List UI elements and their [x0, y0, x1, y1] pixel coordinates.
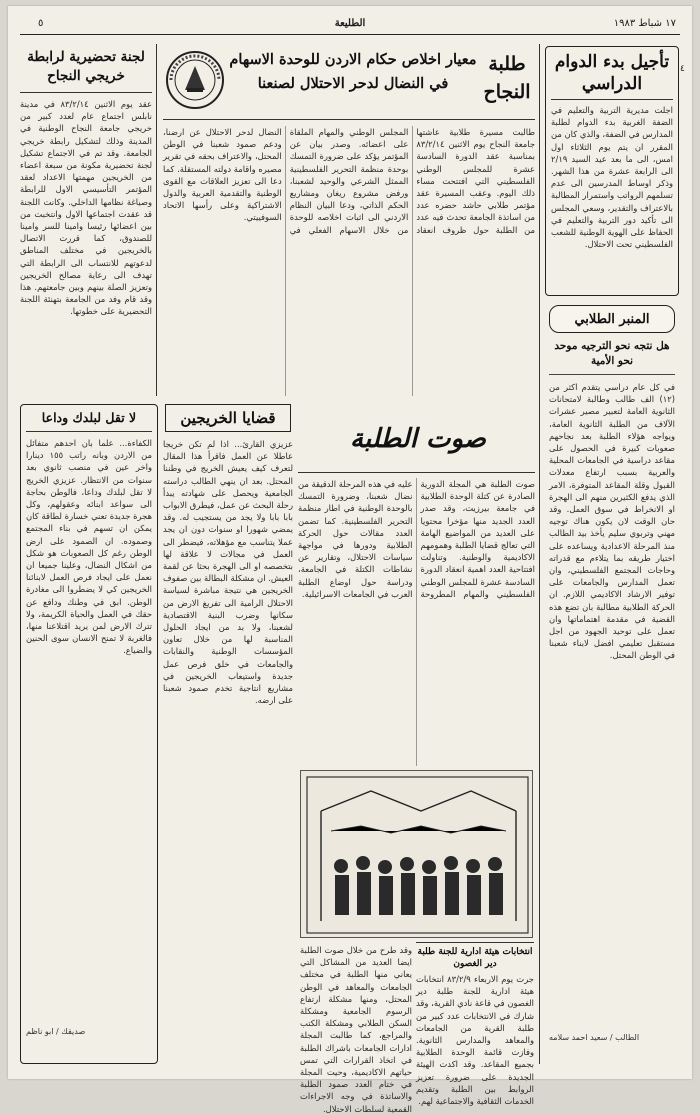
article-body: عقد يوم الاثنين ٨٣/٢/١٤ في مدينة نابلس اجتماع عام لعدد كبير من خريجي جامعة النجاح الوطنية في المدينة وذلك لتشكيل رابطة خريجي الجامعة. وقد تم في الاجتماع تشكيل لجنة تحضيرية مكونة من سبعة اعضاء من الخريجين مهمتها الاعداد لعقد المؤتمر التأسيسي الاول للرابطة وصياغة نظامها الداخلي. وكانت اللجنة قد عقدت اجتماعها الاول وانتخبت من بين اعضائها رئيسا وامينا للسر وامينا للصندوق، كما قررت الاتصال بالخريجين في مختلف المناطق لدعوتهم للانتساب الى الرابطة التي تهدف الى رعاية مصالح الخريجين وتعزيز الصلة بينهم وبين جامعتهم. هذا وقد قام وفد من الجامعة بتهنئة اللجنة التحضيرية على خطوتها. — [20, 99, 153, 317]
graduates-article — [163, 404, 293, 1064]
university-emblem — [165, 50, 225, 110]
main-headline: معيار اخلاص حكام الاردن للوحدة الاسهام في النضال لدحر الاحتلال لصنعنا — [229, 51, 477, 92]
corner-mark: ٤ — [680, 64, 685, 74]
column-title: المنبر الطلابي — [574, 311, 650, 327]
main-kicker: طلبة النجاح — [483, 53, 531, 103]
column-banner — [549, 305, 675, 333]
column-rule — [539, 44, 540, 1064]
farewell-article — [20, 404, 158, 1064]
elections-body: جرت يوم الاربعاء ٨٣/٢/٩ انتخابات هيئة ادارية للجنة طلبة دير الغصون في قاعة نادي القرية، وقد شارك في الانتخابات عدد كبير من طلبة القرية من الجامعات والمعاهد والمدارس الثانوية. وفازت قائمة الوحدة الطلابية بجميع المقاعد. وقد اكدت الهيئة الجديدة على ضرورة تعزيز الروابط بين الطلبة وتقديم الخدمات الثقافية والاجتماعية لهم. — [416, 974, 534, 1107]
student-column — [545, 302, 679, 1068]
article-graduates-committee — [20, 44, 152, 396]
graduates-body: عزيزي القارئ... اذا لم تكن خريجا عاطلا عن العمل فاقرأ هذا المقال لتعرف كيف يعيش الخريج في وطننا المحتل. بعد ان ينهي الطالب دراسته الجامعية ويحصل على شهادته يبدأ رحلة البحث عن عمل، فيطرق الابواب بابا بابا ولا يجد من يستجيب له. وقد يمضي شهورا او سنوات دون ان يجد عملا يتناسب مع مؤهلاته، فيضطر الى العمل في مجالات لا علاقة لها بتخصصه او الى الهجرة بحثا عن لقمة العيش. ان مشكلة البطالة بين صفوف الخريجين هي نتيجة مباشرة لسياسة الاحتلال الرامية الى تفريغ الارض من سكانها وضرب البنية الاقتصادية لشعبنا، ولا بد من ايجاد الحلول المناسبة لها من خلال تعاون المؤسسات الوطنية والنقابات والجامعات في خلق فرص عمل جديدة واستيعاب الخريجين في مشاريع انتاجية تخدم صمود شعبنا على ارضه. — [163, 439, 293, 706]
divider — [298, 472, 535, 473]
elections-title: انتخابات هيئة ادارية للجنة طلبة دير الغصون — [417, 947, 533, 969]
farewell-signature: صديقك / ابو ناظم — [26, 1027, 86, 1036]
page-number: ٥ — [38, 18, 44, 29]
main-story-body: طالبت مسيرة طلابية عاشتها جامعة النجاح يوم الاثنين ٨٣/٢/١٤ بمناسبة عقد الدورة السادسة عشرة للمجلس الوطني الفلسطيني التي افتتحت مساء ذلك اليوم. وعقب المسيرة عقد مؤتمر طلابي حاشد حضره عدد من اساتذة الجامعة تحدث فيه عدد من الطلبة حول ظروف انعقاد المجلس الوطني والمهام الملقاة على اعضائه. وصدر بيان عن المؤتمر يؤكد على ضرورة التمسك بوحدة منظمة التحرير الفلسطينية الممثل الشرعي والوحيد لشعبنا، ورفض مشروع ريغان ومشاريع الحكم الذاتي، ودعا البيان النظام الاردني الى اثبات اخلاصه للوحدة من خلال الاسهام الفعلي في النضال لدحر الاحتلال عن ارضنا، ودعم صمود شعبنا في الوطن المحتل، والاعتراف بحقه في تقرير مصيره واقامة دولته المستقلة. كما دعا الى تعزيز العلاقات مع القوى الوطنية والتقدمية العربية والدول الاشتراكية وعلى رأسها الاتحاد السوفييتي. — [163, 127, 535, 235]
caricature-drawing — [300, 770, 533, 938]
main-story-header — [163, 44, 535, 120]
graduates-banner — [165, 404, 291, 432]
emblem-icon — [165, 50, 225, 110]
article-body: اجلت مديرية التربية والتعليم في الضفة الغربية بدء الدوام لطلبة المدارس في الضفة، والذي كان من المقرر ان يتم يوم الثلاثاء اول امس، الى ما بعد عيد السيد ٢/١٩ الى الرابعة عشرة من هذا الشهر. وذكر اوساط المدرسين الى عدم تسلمهم الرواتب واستمرار المطالبة بالاعتراف والتقدير، وسعي المجلس الى تأكيد دور التربية والتعليم في الحفاظ على الهوية الوطنية للشعب الفلسطيني تحت الاحتلال. — [550, 105, 673, 250]
crowd-drawing-icon — [301, 771, 534, 939]
column-body: في كل عام دراسي يتقدم اكثر من (١٢) الف طالب وطالبة لامتحانات الثانوية العامة لتعبير مصير عشرات الآلاف من الطلبة الثانوية العامة، ويواجه هؤلاء الطلبة بعد نجاحهم صعوبات كبيرة في الحصول على مقاعد دراسية في الجامعات المحلية والعربية بسبب ارتفاع معدلات القبول وقلة المقاعد المتوفرة، الامر الذي يدفع الكثيرين منهم الى الهجرة او الانخراط في سوق العمل. وقد حان الوقت لان يكون هناك توجيه مهني وتربوي سليم يأخذ بيد الطالب منذ المرحلة الاعدادية ويساعده على اختيار طريقه بما يتلاءم مع قدراته وحاجات المجتمع الفلسطيني، وان تعمل المدارس والجامعات على توفير الارشاد الاكاديمي اللازم. ان الحركة الطلابية مطالبة بان تضع هذه القضية في مقدمة اهتماماتها وان تعمل على توحيد الجهود من اجل مستقبل تعليمي افضل لابناء شعبنا في الوطن المحتل. — [549, 382, 675, 661]
column-subtitle: هل نتجه نحو الترجيه موحد نحو الأمية — [549, 339, 675, 375]
voice-section — [298, 404, 535, 766]
issue-date: ١٧ شباط ١٩٨٣ — [613, 18, 676, 29]
elections-article — [416, 942, 534, 1107]
voice-continued: وقد طرح من خلال صوت الطلبة ايضا العديد من المشاكل التي يعاني منها الطلبة في مختلف الجامعات والمعاهد في الوطن المحتل، ومنها مشكلة ارتفاع الرسوم الجامعية ومشكلة السكن الطلابي ومشكلة الكتب والمراجع، كما طالبت المجلة ادارات الجامعات باشراك الطلبة في اتخاذ القرارات التي تمس حياتهم الاكاديمية، وحيت المجلة في ختام العدد صمود الطلبة والاساتذة في وجه الاجراءات القمعية لسلطات الاحتلال. — [300, 945, 412, 1114]
column-signature: الطالب / سعيد احمد سلامه — [549, 1033, 640, 1042]
farewell-title: لا تقل لبلدك وداعا — [26, 409, 152, 432]
paper-name: الطليعة — [334, 18, 366, 29]
voice-title: صوت الطلبة — [350, 424, 486, 454]
voice-body: صوت الطلبة هي المجلة الدورية الصادرة عن كتلة الوحدة الطلابية في جامعة بيرزيت، وقد صدر العدد الجديد منها مؤخرا محتويا على العديد من المواضيع الهامة التي تعالج قضايا الطلبة وهمومهم الاكاديمية والوطنية. وتناولت افتتاحية العدد اهمية انعقاد الدورة السادسة عشرة للمجلس الوطني الفلسطيني والمهام المطروحة عليه في هذه المرحلة الدقيقة من نضال شعبنا، وضرورة التمسك بالوحدة الوطنية في اطار منظمة التحرير الفلسطينية. كما تضمن العدد مقالات حول الحركة الطلابية ودورها في مواجهة سياسات الاحتلال، وتقارير عن نشاطات الكتلة في الجامعة، ودراسة حول اوضاع الطلبة العرب في الجامعات الاسرائيلية. — [298, 479, 535, 599]
article-postponement — [545, 46, 679, 296]
newspaper-page — [8, 6, 692, 1114]
page-header — [20, 16, 680, 35]
article-title: تأجيل بدء الدوام الدراسي — [551, 51, 673, 100]
column-rule — [156, 44, 157, 396]
article-title: لجنة تحضيرية لرابطة خريجي النجاح — [20, 44, 152, 93]
graduates-title: قضايا الخريجين — [180, 409, 276, 427]
farewell-body: الكفاءة... علما بان احدهم متفائل من الاردن وبانه راتب ١٥٥ دينارا واخر عين في منصب ثانوي بعد سنوات من الانتظار. عزيزي الخريج لا تقل لبلدك وداعا، فالوطن بحاجة الى سواعد ابنائه وعقولهم، وكل هجرة جديدة تعني خسارة لطاقة كان يمكن ان تسهم في بناء المجتمع وصموده. ان الصمود على ارض الوطن رغم كل الصعوبات هو شكل من اشكال النضال، وعلينا جميعا ان نعمل على ايجاد فرص العمل لابنائنا الخريجين كي لا يضطروا الى مغادرة الوطن. ابق في وطنك ودافع عن حقك في العمل والحياة الكريمة، ولا تترك الارض لمن يريد اقتلاعنا منها، فالغربة لا تمنح الانسان سوى الحنين والضياع. — [26, 438, 152, 656]
